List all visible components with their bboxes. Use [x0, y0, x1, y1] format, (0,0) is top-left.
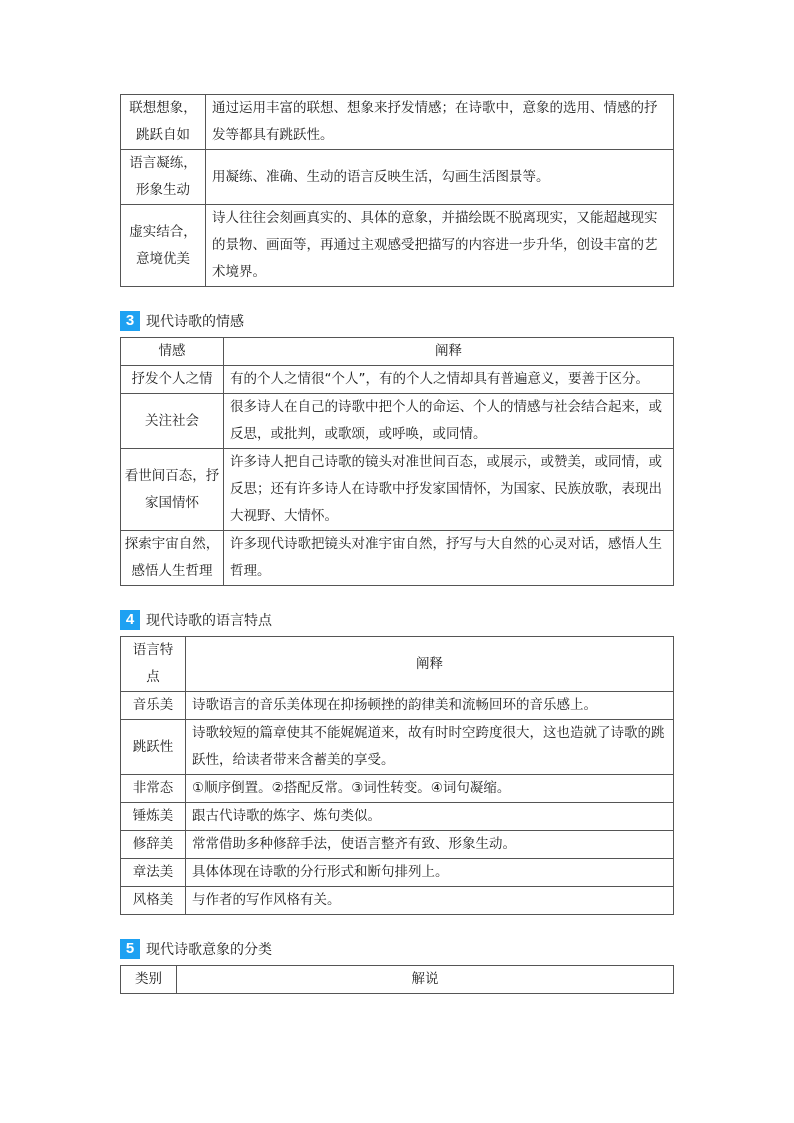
table-row [121, 859, 674, 887]
section-number-badge: 5 [120, 939, 140, 959]
column-header: 类别 [121, 966, 177, 994]
column-header: 情感 [121, 338, 224, 366]
row-value: 诗人往往会刻画真实的、具体的意象，并描绘既不脱离现实，又能超越现实的景物、画面等，再通过主观感受把描写的内容进一步升华，创设丰富的艺术境界。 [206, 205, 674, 287]
section-title: 现代诗歌的语言特点 [146, 613, 272, 629]
row-value: 跟古代诗歌的炼字、炼句类似。 [186, 803, 674, 831]
row-key: 抒发个人之情 [121, 366, 224, 394]
table-header-row [121, 637, 674, 692]
row-value: 许多诗人把自己诗歌的镜头对准世间百态，或展示，或赞美，或同情，或反思；还有许多诗人在诗歌中抒发家国情怀，为国家、民族放歌，表现出大视野、大情怀。 [224, 449, 674, 531]
document-page [120, 94, 674, 994]
column-header: 语言特点 [121, 637, 186, 692]
row-value: 具体体现在诗歌的分行形式和断句排列上。 [186, 859, 674, 887]
row-value: 诗歌语言的音乐美体现在抑扬顿挫的韵律美和流畅回环的音乐感上。 [186, 692, 674, 720]
row-value: 诗歌较短的篇章使其不能娓娓道来，故有时时空跨度很大，这也造就了诗歌的跳跃性，给读者带来含蓄美的享受。 [186, 720, 674, 775]
row-key: 虚实结合，意境优美 [121, 205, 206, 287]
row-key: 语言凝练，形象生动 [121, 150, 206, 205]
row-value: 许多现代诗歌把镜头对准宇宙自然，抒写与大自然的心灵对话，感悟人生哲理。 [224, 531, 674, 586]
poetry-features-table [120, 94, 674, 287]
row-value: 用凝练、准确、生动的语言反映生活，勾画生活图景等。 [206, 150, 674, 205]
language-features-table [120, 636, 674, 915]
row-value: 有的个人之情很“个人”，有的个人之情却具有普遍意义，要善于区分。 [224, 366, 674, 394]
table-row [121, 95, 674, 150]
row-key: 锤炼美 [121, 803, 186, 831]
row-key: 非常态 [121, 775, 186, 803]
row-key: 关注社会 [121, 394, 224, 449]
row-key: 章法美 [121, 859, 186, 887]
row-key: 风格美 [121, 887, 186, 915]
table-row [121, 366, 674, 394]
column-header: 解说 [177, 966, 674, 994]
table-header-row [121, 966, 674, 994]
row-key: 音乐美 [121, 692, 186, 720]
table-row [121, 803, 674, 831]
row-value: 很多诗人在自己的诗歌中把个人的命运、个人的情感与社会结合起来，或反思，或批判，或歌颂，或呼唤，或同情。 [224, 394, 674, 449]
emotion-table [120, 337, 674, 586]
section-title: 现代诗歌的情感 [146, 314, 244, 330]
table-row [121, 150, 674, 205]
row-key: 联想想象，跳跃自如 [121, 95, 206, 150]
row-key: 跳跃性 [121, 720, 186, 775]
table-row [121, 394, 674, 449]
row-value: ①顺序倒置。②搭配反常。③词性转变。④词句凝缩。 [186, 775, 674, 803]
section-heading-5 [120, 939, 674, 959]
section-heading-3 [120, 311, 674, 331]
table-header-row [121, 338, 674, 366]
section-title: 现代诗歌意象的分类 [146, 942, 272, 958]
column-header: 阐释 [224, 338, 674, 366]
row-key: 探索宇宙自然，感悟人生哲理 [121, 531, 224, 586]
table-row [121, 205, 674, 287]
row-value: 与作者的写作风格有关。 [186, 887, 674, 915]
table-row [121, 831, 674, 859]
column-header: 阐释 [186, 637, 674, 692]
section-number-badge: 3 [120, 311, 140, 331]
section-heading-4 [120, 610, 674, 630]
table-row [121, 692, 674, 720]
row-value: 通过运用丰富的联想、想象来抒发情感；在诗歌中，意象的选用、情感的抒发等都具有跳跃性。 [206, 95, 674, 150]
row-key: 修辞美 [121, 831, 186, 859]
imagery-category-table [120, 965, 674, 994]
table-row [121, 449, 674, 531]
table-row [121, 775, 674, 803]
row-value: 常常借助多种修辞手法，使语言整齐有致、形象生动。 [186, 831, 674, 859]
section-number-badge: 4 [120, 610, 140, 630]
table-row [121, 887, 674, 915]
table-row [121, 531, 674, 586]
row-key: 看世间百态，抒家国情怀 [121, 449, 224, 531]
table-row [121, 720, 674, 775]
